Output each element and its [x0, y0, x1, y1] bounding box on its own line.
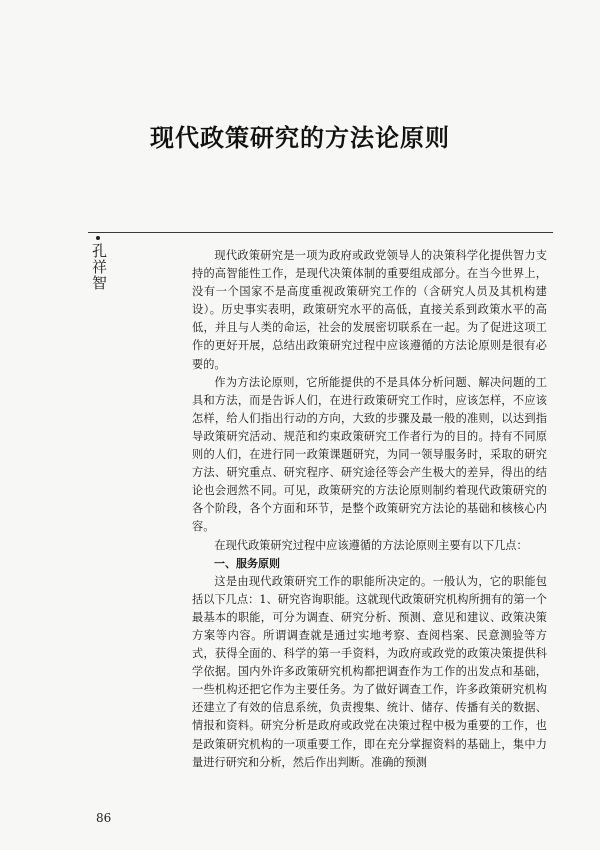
article-title: 现代政策研究的方法论原则 — [150, 124, 450, 152]
author-bullet — [96, 236, 100, 240]
paragraph-method: 作为方法论原则，它所能提供的不是具体分析问题、解决问题的工具和方法，而是告诉人们，在进行政策研究工作时，应该怎样，不应该怎样，给人们指出行动的方向，大致的步骤及最一般的准则，以达到指导政策研究活动、规范和约束政策研究工作者行为的目的。持有不同原则的人们，在进行同一政策课题研究，为同一领导服务时，采取的研究方法、研究重点、研究程序、研究途径等会产生极大的差异，得出的结论也会迥然不同。可见，政策研究的方法论原则制约着现代政策研究的各个阶段，各个方面和环节，是整个政策研究方法论的基础和核核心内容。 — [192, 375, 547, 534]
page-number: 86 — [96, 811, 112, 825]
paragraph-principles-intro: 在现代政策研究过程中应该遵循的方法论原则主要有以下几点： — [214, 538, 528, 552]
author-name: 孔祥智 — [90, 243, 108, 291]
paragraph-intro: 现代政策研究是一项为政府或政党领导人的决策科学化提供智力支持的高智能性工作，是现代决策体制的重要组成部分。在当今世界上，没有一个国家不是高度重视政策研究工作的（含研究人员及其机构建设）。历史事实表明，政策研究水平的高低，直接关系到政策水平的高低，并且与人类的命运，社会的发展密切联系在一起。为了促进这项工作的更好开展，总结出政策研究过程中应该遵循的方法论原则是很有必要的。 — [192, 249, 547, 371]
header-divider — [88, 232, 553, 233]
article-body — [192, 247, 547, 772]
paragraph-service-principle: 这是由现代政策研究工作的职能所决定的。一般认为，它的职能包括以下几点：1、研究咨询职能。这就现代政策研究机构所拥有的第一个最基本的职能，可分为调查、研究分析、预测、意见和建议、政策决策方案等内容。所谓调查就是通过实地考察、查阅档案、民意测验等方式，获得全面的、科学的第一手资料，为政府或政党的政策决策提供科学依据。国内外许多政策研究机构都把调查作为工作的出发点和基础，一些机构还把它作为主要任务。为了做好调查工作，许多政策研究机构还建立了有效的信息系统，负责搜集、统计、储存、传播有关的数据、情报和资料。研究分析是政府或政党在决策过程中极为重要的工作，也是政策研究机构的一项重要工作，即在充分掌握资料的基础上，集中力量进行研究和分析，然后作出判断。准确的预测 — [192, 574, 547, 769]
section-heading-service-principle: 一、服务原则 — [214, 556, 280, 570]
